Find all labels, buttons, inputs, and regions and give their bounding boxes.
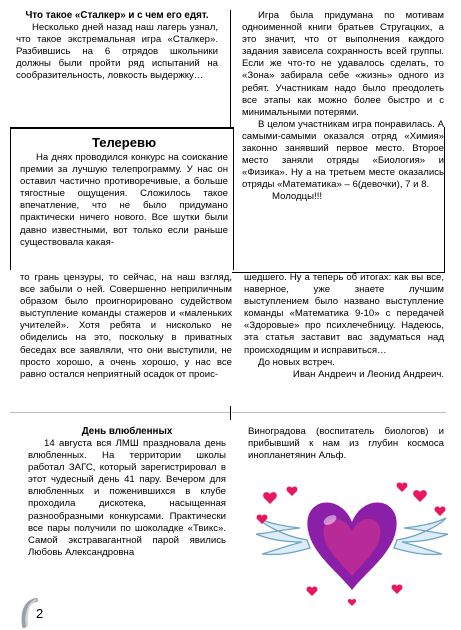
televeu-continued — [20, 272, 232, 381]
televeu-title: Телеревю — [91, 135, 157, 150]
game-paragraph-1: Игра была придумана по мотивам одноименной книги братьев Стругацких, а это значит, что от выполнения каждого задания зависела сохранность всей группы. Если же что-то не удавалось сделать, то «Зона» забирала себе «жизнь» одного из ребят. Участникам надо было преодолеть все этапы как можно более быстро и с минимальными потерями. — [242, 10, 444, 118]
section-divider-h2 — [232, 412, 446, 413]
game-paragraph-2: В целом участникам игра понравилась. А самыми-самыми оказался отряд «Химия» законно занявший первое место. Второе место заняли отряды «Биология» и «Физика». Ну а на третьем месте оказались отряды «Математика» – 6(девочки), 7 и 8. — [242, 118, 444, 191]
section-divider — [230, 406, 231, 420]
televeu-continued-text: то грань цензуры, то сейчас, на наш взгляд, все забыли о ней. Совершенно неприличным образом было проигнорировано судейством выступление команды стажеров и «маленьких учителей». Хотя ребята и нисколько не обиделись на это, поскольку в приватных беседах все заявляли, что они выступили, не просто хорошо, а очень хорошо, у нас все равно остался неприятный осадок от проис- — [20, 272, 232, 380]
valentine-title: День влюбленных — [81, 426, 173, 437]
valentine-text: 14 августа вся ЛМШ праздновала день влюбленных. На территории школы работал ЗАГС, который зарегистрировал в этот чудесный день 41 пару. Вечером для влюбленных и поженившихся в клубе проходила дискотека, насыщенная разнообразными конкурсами. Практически все пары получили по шоколадке «Твикс». Самой экстравагантной парой явились Любовь Александровна — [28, 438, 226, 558]
stalker-title: Что такое «Сталкер» и с чем его едят. — [25, 10, 209, 21]
page-number: 2 — [36, 606, 44, 621]
televeu-box-text: На днях проводился конкурс на соискание премии за лучшую телепрограмму. У нас он оставил частично противоречивые, а больше тягостные ощущения. Сложилось такое впечатление, что не было придумано практически ничего нового. Все шутки были давно известными, вот только если раньше существовала какая- — [20, 152, 228, 248]
televeu-box-content — [20, 135, 228, 249]
televeu-box-right — [232, 127, 445, 273]
valentine-right-text: Виноградова (воспитатель биологов) и прибывший к нам из глубин космоса инопланетянин Альф. — [248, 426, 444, 462]
televeu-farewell: До новых встреч. — [258, 356, 335, 368]
stalker-text: Несколько дней назад наш лагерь узнал, что такое экстремальная игра «Сталкер». Разбившись на 6 отрядов школьники должны были пройти ряд испытаний на сообразительность, ловкость выдержку… — [16, 22, 218, 82]
section-divider-h — [10, 412, 230, 413]
winged-heart-icon — [252, 478, 452, 608]
televeu-authors: Иван Андреич и Леонид Андреич. — [292, 368, 444, 380]
stalker-article — [16, 10, 218, 82]
valentine-article — [28, 426, 226, 559]
game-paragraph-3: Молодцы!!! — [272, 191, 323, 203]
valentine-right — [248, 426, 444, 462]
column-divider — [230, 10, 231, 128]
televeu-right-text: шедшего. Ну а теперь об итогах: как вы все, наверное, уже знаете лучшим выступлением было названо выступление команды «Математика 9-10» с передачей «Здоровые» про психлечебницу. Надеюсь, эта статья заставит вас задуматься над происходящим и исправиться… — [244, 272, 444, 356]
televeu-right — [244, 272, 444, 381]
